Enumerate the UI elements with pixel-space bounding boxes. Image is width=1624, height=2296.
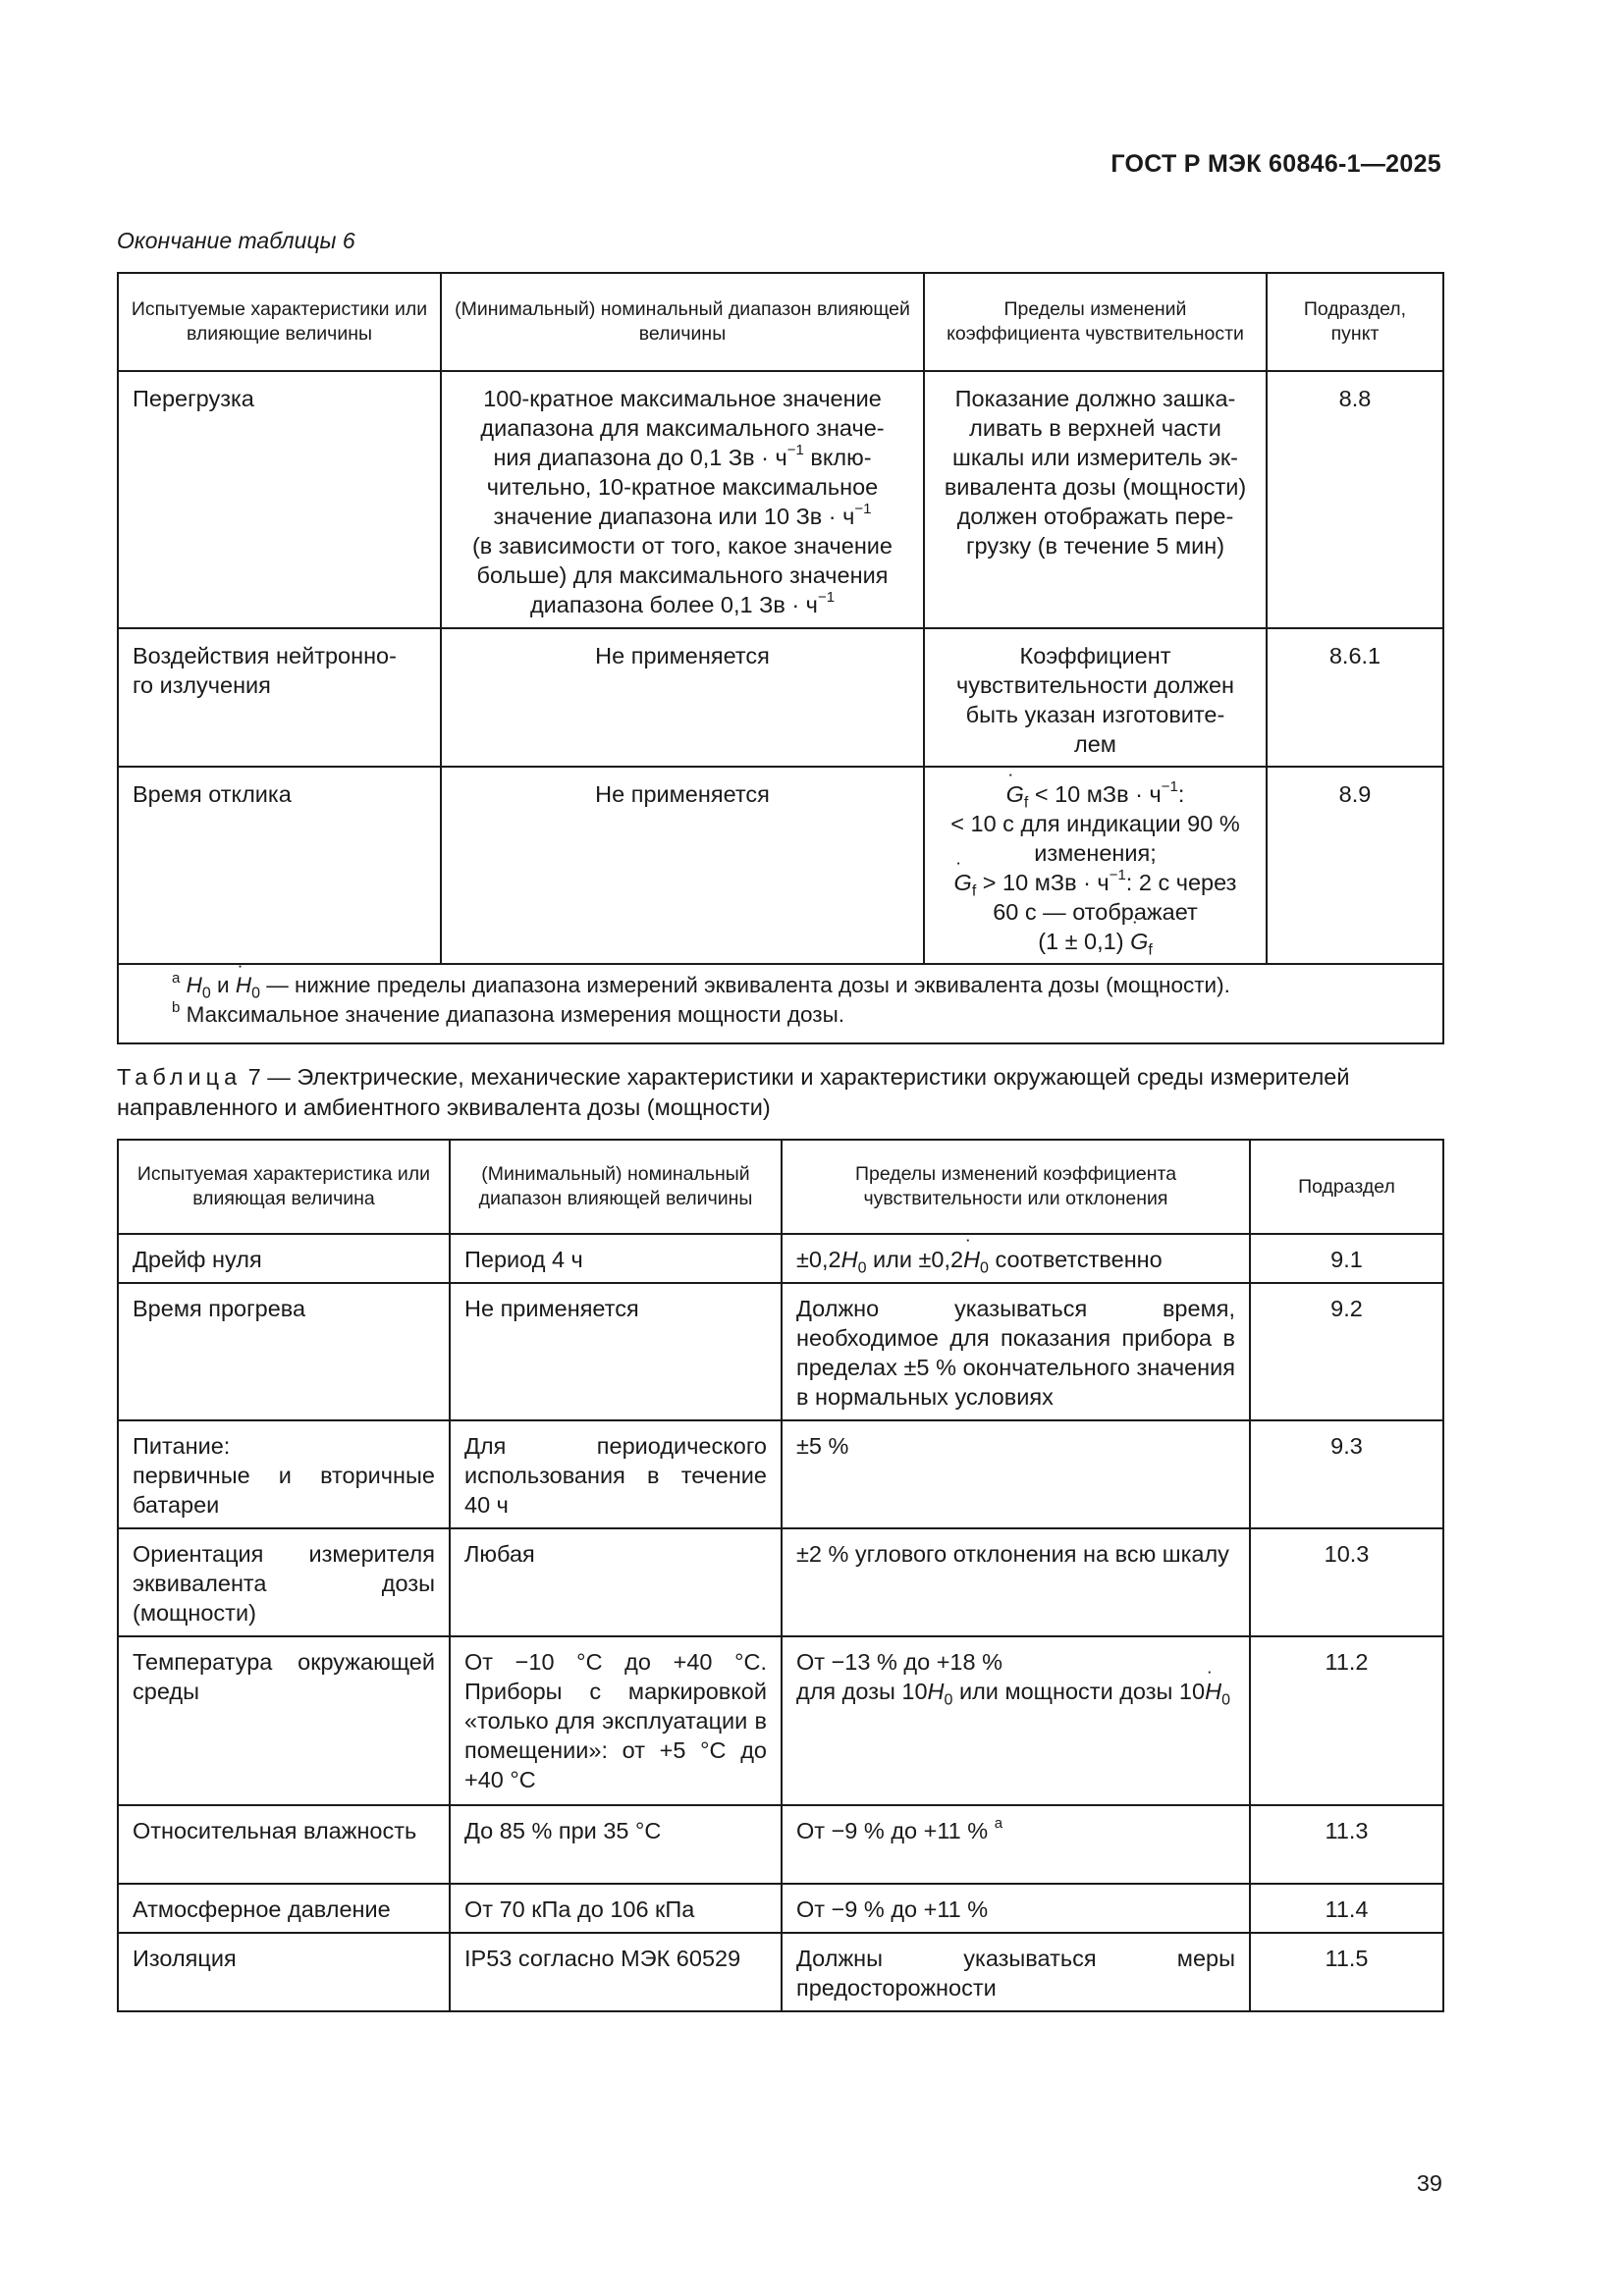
- cell-limits: ±2 % углового отклонения на всю шкалу: [782, 1528, 1250, 1636]
- cell-limits: Коэффициент чувствительности должен быть указан изготовите- лем: [924, 628, 1267, 767]
- table7-header-clause: Подраздел: [1250, 1140, 1443, 1234]
- table7-header-row: [118, 1140, 1443, 1234]
- cell-clause: 9.1: [1250, 1234, 1443, 1283]
- cell-characteristic: Воздействия нейтронно- го излучения: [118, 628, 441, 767]
- table-7: [117, 1139, 1444, 2012]
- cell-clause: 11.5: [1250, 1933, 1443, 2011]
- cell-clause: 11.2: [1250, 1636, 1443, 1805]
- table6-notes-row: [118, 964, 1443, 1043]
- cell-clause: 9.3: [1250, 1420, 1443, 1528]
- table7-header-range: (Минимальный) номинальный диапазон влияющей величины: [450, 1140, 782, 1234]
- cell-limits: От −9 % до +11 %: [782, 1884, 1250, 1933]
- cell-range: От −10 °С до +40 °С. Приборы с маркировкой «только для эксплуатации в помещении»: от +5 °С до +40 °С: [450, 1636, 782, 1805]
- table6-notes: [118, 964, 1443, 1043]
- table-row: [118, 767, 1443, 964]
- cell-range: Не применяется: [450, 1283, 782, 1420]
- table7-header-characteristic: Испытуемая характеристика или влияющая величина: [118, 1140, 450, 1234]
- table-row: [118, 1420, 1443, 1528]
- cell-characteristic: Перегрузка: [118, 371, 441, 628]
- cell-clause: 8.6.1: [1267, 628, 1443, 767]
- cell-limits: Должны указываться меры предосторожности: [782, 1933, 1250, 2011]
- table-row: [118, 1884, 1443, 1933]
- table7-title: Таблица 7 — Электрические, механические характеристики и характеристики окружающей среды измерителей направленного и амбиентного эквивалента дозы (мощности): [117, 1064, 1350, 1120]
- cell-range: Период 4 ч: [450, 1234, 782, 1283]
- cell-characteristic: Атмосферное давление: [118, 1884, 450, 1933]
- table-row: [118, 628, 1443, 767]
- cell-clause: 8.8: [1267, 371, 1443, 628]
- cell-characteristic: Температура окружающей среды: [118, 1636, 450, 1805]
- cell-characteristic: Питание: первичные и вторичные батареи: [118, 1420, 450, 1528]
- table6-header-range: (Минимальный) номинальный диапазон влияющей величины: [441, 273, 924, 371]
- cell-limits: G $˙_f < 10$ мЗв · $ч^{-1}$: < 10 с для индикации 90 % изменения; G $˙_f > 10$ мЗв · $ч^{-1}$: 2 с через 60 с — отображает (1 ± 0,1) G $˙_f$: [924, 767, 1267, 964]
- cell-range: Любая: [450, 1528, 782, 1636]
- cell-limits: Должно указываться время, необходимое для показания прибора в пределах ±5 % окончательного значения в нормальных условиях: [782, 1283, 1250, 1420]
- table-row: [118, 1805, 1443, 1884]
- table-row: [118, 1283, 1443, 1420]
- cell-range: Не применяется: [441, 767, 924, 964]
- cell-clause: 8.9: [1267, 767, 1443, 964]
- table-row: [118, 1528, 1443, 1636]
- cell-limits: От −9 % до +11 % $^a$: [782, 1805, 1250, 1884]
- table-6: [117, 272, 1444, 1044]
- cell-limits: От −13 % до +18 % для дозы $10H_0$ или мощности дозы 10H $˙_0$: [782, 1636, 1250, 1805]
- cell-clause: 10.3: [1250, 1528, 1443, 1636]
- cell-clause: 11.3: [1250, 1805, 1443, 1884]
- table6-continuation-label: Окончание таблицы 6: [117, 228, 355, 253]
- cell-limits: ±5 %: [782, 1420, 1250, 1528]
- table6-header-row: [118, 273, 1443, 371]
- cell-characteristic: Время прогрева: [118, 1283, 450, 1420]
- cell-range: IP53 согласно МЭК 60529: [450, 1933, 782, 2011]
- table-row: [118, 371, 1443, 628]
- table6-header-characteristic: Испытуемые характеристики или влияющие величины: [118, 273, 441, 371]
- cell-clause: 9.2: [1250, 1283, 1443, 1420]
- cell-range: Для периодического использования в течение 40 ч: [450, 1420, 782, 1528]
- table6-header-limits: Пределы изменений коэффициента чувствительности: [924, 273, 1267, 371]
- cell-range: 100-кратное максимальное значение диапазона для максимального значе- ния диапазона до 0,1 Зв · $ч^{-1}$ вклю- чительно, 10-кратное максимальное значение диапазона или 10 Зв · $ч^{-1}$ (в зависимости от того, какое значение больше) для максимального значения диапазона более 0,1 Зв · $ч^{-1}$: [441, 371, 924, 628]
- table6-header-clause: Подраздел, пункт: [1267, 273, 1443, 371]
- cell-limits: $\pm 0,2H_0$ или ±0,2H $˙_0$ соответственно: [782, 1234, 1250, 1283]
- cell-characteristic: Изоляция: [118, 1933, 450, 2011]
- page-number: 39: [1416, 2170, 1442, 2196]
- cell-limits: Показание должно зашка- ливать в верхней части шкалы или измеритель эк- вивалента дозы (мощности) должен отображать пере- грузку (в течение 5 мин): [924, 371, 1267, 628]
- table-row: [118, 1636, 1443, 1805]
- cell-clause: 11.4: [1250, 1884, 1443, 1933]
- cell-range: Не применяется: [441, 628, 924, 767]
- cell-characteristic: Ориентация измерителя эквивалента дозы (мощности): [118, 1528, 450, 1636]
- cell-range: До 85 % при 35 °С: [450, 1805, 782, 1884]
- table7-header-limits: Пределы изменений коэффициента чувствительности или отклонения: [782, 1140, 1250, 1234]
- note-b: $^b$ Максимальное значение диапазона измерения мощности дозы.: [172, 998, 844, 1027]
- table-row: [118, 1234, 1443, 1283]
- cell-characteristic: Относительная влажность: [118, 1805, 450, 1884]
- table-row: [118, 1933, 1443, 2011]
- note-a: $^a$ $H_0$ и H $˙_0$ — нижние пределы диапазона измерений эквивалента дозы и эквивалента дозы (мощности).: [172, 971, 1431, 1000]
- cell-characteristic: Дрейф нуля: [118, 1234, 450, 1283]
- cell-characteristic: Время отклика: [118, 767, 441, 964]
- cell-range: От 70 кПа до 106 кПа: [450, 1884, 782, 1933]
- standard-code: ГОСТ Р МЭК 60846-1—2025: [1110, 150, 1441, 178]
